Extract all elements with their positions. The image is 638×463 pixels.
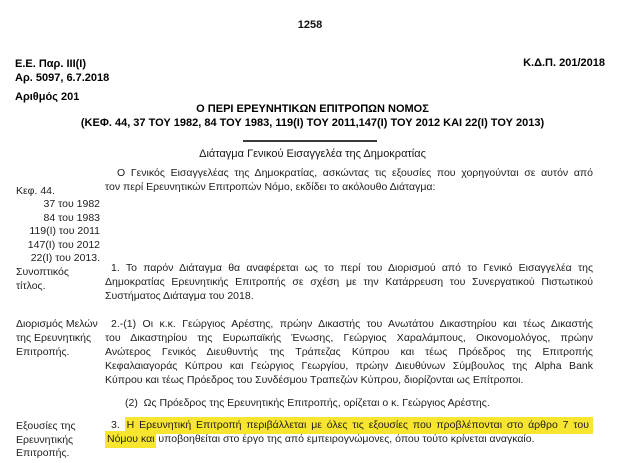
citation: Κεφ. 44. (16, 185, 55, 197)
para1-line: Συστήματος Διάταγμα του 2018. (105, 290, 254, 302)
citation: 147(Ι) του 2012 (27, 238, 100, 251)
law-title: Ο ΠΕΡΙ ΕΡΕΥΝΗΤΙΚΩΝ ΕΠΙΤΡΟΠΩΝ ΝΟΜΟΣ (196, 103, 429, 115)
para2-line: Κεφαλαιαγοράς Κύπρου και Γεώργιος Γεωργίου, πρώην Διευθύνων Σύμβουλος της Alpha Bank (105, 360, 593, 372)
para1-line: 1. Το παρόν Διάταγμα θα αναφέρεται ως το περί του Διορισμού από το Γενικό Εισαγγελέα της (111, 262, 593, 274)
margin-note-powers: Εξουσίες της Ερευνητικής Επιτροπής. (16, 420, 76, 460)
intro-paragraph (105, 166, 593, 194)
margin-law-citations (16, 185, 100, 265)
gazette-part: Ε.Ε. Παρ. ΙΙΙ(Ι) (15, 58, 87, 70)
highlighted-text: Η Ερευνητική Επιτροπή περιβάλλεται με όλες τις εξουσίες που προβλέπονται στο άρθρο 7 του (125, 417, 593, 434)
citation: 119(Ι) του 2011 (29, 225, 100, 238)
para1-line: Δημοκρατίας Ερευνητικής Επιτροπής σε σχέση με την Κατάρρευση του Συνεργατικού Πιστωτικού (105, 276, 593, 288)
citation: 84 του 1983 (43, 211, 100, 224)
intro-line: τον περί Ερευνητικών Επιτροπών Νόμο, εκδίδει το ακόλουθο Διάταγμα: (105, 181, 436, 193)
para3-number: 3. (111, 419, 125, 431)
citation: 22(Ι) του 2013. (30, 251, 100, 264)
paragraph-3-highlighted (105, 418, 593, 446)
para3-line (105, 432, 593, 446)
para3-text: υποβοηθείται στο έργο της από εμπειρογνώμονες, όπου τούτο κρίνεται αναγκαίο. (155, 433, 535, 445)
item-number: Αριθμός 201 (15, 91, 80, 103)
para2-line: 2.-(1) Οι κ.κ. Γεώργιος Αρέστης, πρώην Δικαστής του Ανωτάτου Δικαστηρίου και τέως Δικαστής (111, 318, 593, 330)
highlighted-text: Νόμου και (105, 431, 156, 448)
citation: 37 του 1982 (43, 198, 100, 211)
gazette-issue-date: Αρ. 5097, 6.7.2018 (15, 72, 110, 84)
para2-line: Κύπρου και τέως Πρόεδρος του Συνδέσμου Τραπεζών Κύπρου, διορίζονται ως Επίτροποι. (105, 374, 524, 386)
para3-line (105, 418, 593, 432)
margin-note-short-title: Συνοπτικός τίτλος. (16, 266, 69, 292)
divider-rule (243, 140, 377, 142)
paragraph-1 (105, 261, 593, 303)
paragraph-2 (105, 317, 593, 387)
decree-subtitle: Διάταγμα Γενικού Εισαγγελέα της Δημοκρατίας (199, 148, 426, 160)
intro-line: Ο Γενικός Εισαγγελέας της Δημοκρατίας, ασκώντας τις εξουσίες που χορηγούνται σε αυτόν από (117, 167, 593, 179)
gazette-header-left (15, 57, 109, 85)
para2-line: του Δικαστηρίου της Ευρωπαϊκής Ένωσης, Γεώργιος Χαραλάμπους, Οικονομολόγος, πρώην (105, 332, 593, 344)
paragraph-2-subsection: (2) Ως Πρόεδρος της Ερευνητικής Επιτροπής, ορίζεται ο κ. Γεώργιος Αρέστης. (125, 397, 490, 409)
page-number: 1258 (297, 19, 323, 31)
regulation-ref: Κ.Δ.Π. 201/2018 (523, 57, 605, 69)
para2-line: Ανώτερος Γενικός Διευθυντής της Τράπεζας Κύπρου και τέως Πρόεδρος της Επιτροπής (105, 346, 593, 358)
law-references: (ΚΕΦ. 44, 37 ΤΟΥ 1982, 84 ΤΟΥ 1983, 119(Ι) ΤΟΥ 2011,147(Ι) ΤΟΥ 2012 ΚΑΙ 22(Ι) ΤΟΥ 2013) (80, 117, 545, 129)
margin-note-appointment: Διορισμός Μελών της Ερευνητικής Επιτροπής. (16, 318, 98, 358)
